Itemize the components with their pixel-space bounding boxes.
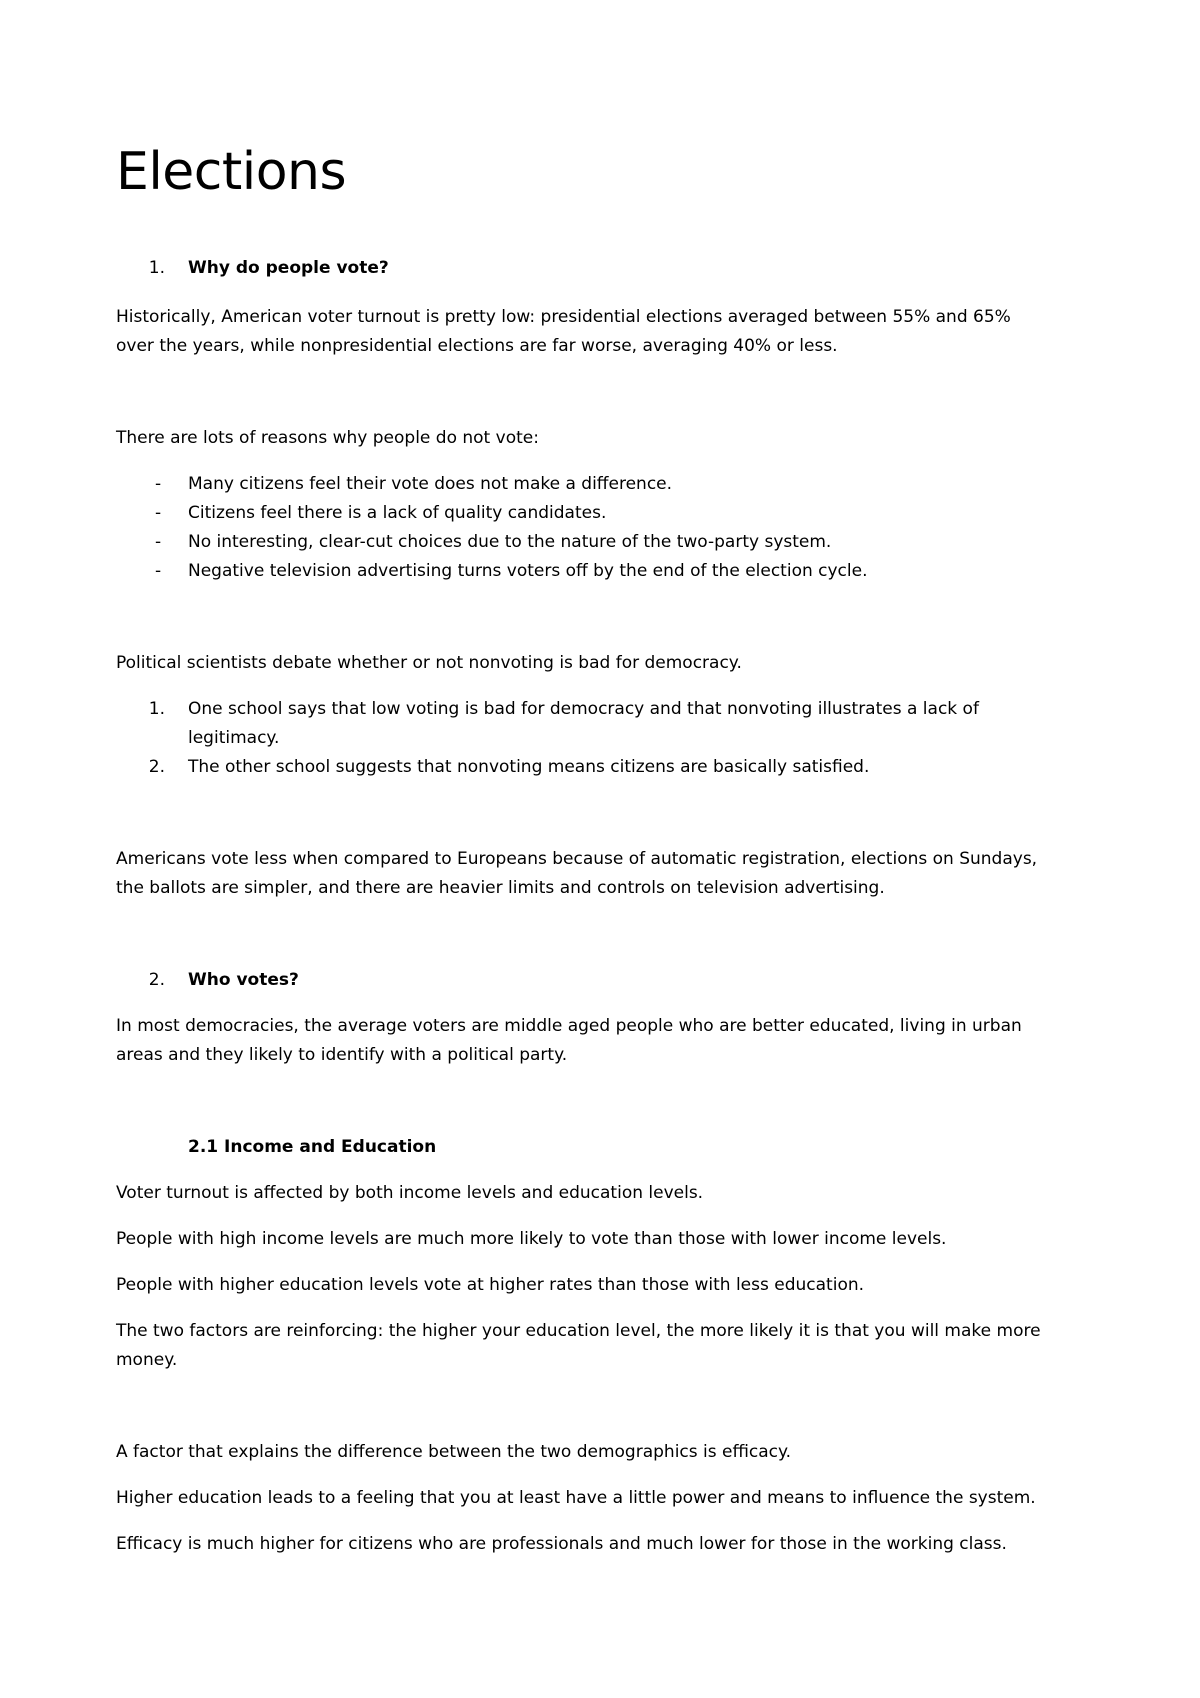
school-number: 2. xyxy=(148,757,165,777)
paragraph-income: People with high income levels are much more likely to vote than those with lower income levels. xyxy=(116,1229,947,1249)
section-1-number: 1. xyxy=(148,258,165,278)
bullet-dash: - xyxy=(155,474,162,494)
section-2-intro-line-1: In most democracies, the average voters are middle aged people who are better educated, living in urban xyxy=(116,1016,1022,1036)
reason-item: No interesting, clear-cut choices due to the nature of the two-party system. xyxy=(188,532,832,552)
europe-comparison-line-1: Americans vote less when compared to Europeans because of automatic registration, elections on Sundays, xyxy=(116,849,1038,869)
paragraph-reinforcing-line-2: money. xyxy=(116,1350,178,1370)
section-2-heading: Who votes? xyxy=(188,970,299,990)
reasons-lead: There are lots of reasons why people do not vote: xyxy=(116,428,539,448)
bullet-dash: - xyxy=(155,503,162,523)
school-item-line-2: legitimacy. xyxy=(188,728,280,748)
reason-item: Many citizens feel their vote does not make a difference. xyxy=(188,474,673,494)
paragraph-efficacy-power: Higher education leads to a feeling that you at least have a little power and means to influence the system. xyxy=(116,1488,1036,1508)
bullet-dash: - xyxy=(155,561,162,581)
document-title: Elections xyxy=(116,142,347,202)
paragraph-efficacy-class: Efficacy is much higher for citizens who are professionals and much lower for those in the working class. xyxy=(116,1534,1007,1554)
school-item-line-1: One school says that low voting is bad for democracy and that nonvoting illustrates a lack of xyxy=(188,699,979,719)
paragraph-efficacy-factor: A factor that explains the difference between the two demographics is efficacy. xyxy=(116,1442,792,1462)
paragraph-turnout: Voter turnout is affected by both income levels and education levels. xyxy=(116,1183,704,1203)
paragraph-education: People with higher education levels vote at higher rates than those with less education. xyxy=(116,1275,865,1295)
reason-item: Citizens feel there is a lack of quality candidates. xyxy=(188,503,607,523)
bullet-dash: - xyxy=(155,532,162,552)
school-number: 1. xyxy=(148,699,165,719)
section-1-intro-line-2: over the years, while nonpresidential elections are far worse, averaging 40% or less. xyxy=(116,336,838,356)
school-item-line-1: The other school suggests that nonvoting means citizens are basically satisfied. xyxy=(188,757,870,777)
section-2-number: 2. xyxy=(148,970,165,990)
paragraph-reinforcing-line-1: The two factors are reinforcing: the higher your education level, the more likely it is that you will make more xyxy=(116,1321,1041,1341)
section-1-heading: Why do people vote? xyxy=(188,258,389,278)
reason-item: Negative television advertising turns voters off by the end of the election cycle. xyxy=(188,561,868,581)
subsection-heading: 2.1 Income and Education xyxy=(188,1137,437,1157)
europe-comparison-line-2: the ballots are simpler, and there are heavier limits and controls on television advertising. xyxy=(116,878,885,898)
debate-lead: Political scientists debate whether or not nonvoting is bad for democracy. xyxy=(116,653,742,673)
section-1-intro-line-1: Historically, American voter turnout is pretty low: presidential elections averaged between 55% and 65% xyxy=(116,307,1011,327)
section-2-intro-line-2: areas and they likely to identify with a political party. xyxy=(116,1045,568,1065)
